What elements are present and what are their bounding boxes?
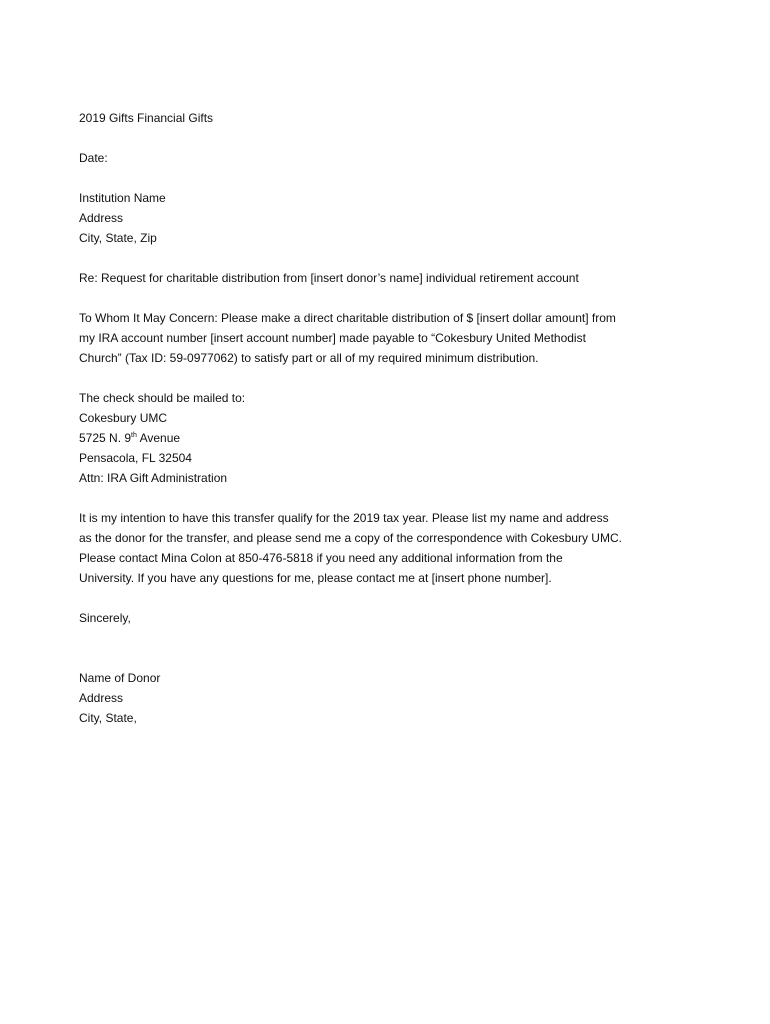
date-label: Date: xyxy=(79,151,108,165)
letter-body xyxy=(79,108,679,728)
document-title: 2019 Gifts Financial Gifts xyxy=(79,111,214,125)
mailing-address xyxy=(79,388,679,488)
street-prefix: 5725 N. 9 xyxy=(79,431,132,445)
signature-line: City, State, xyxy=(79,711,137,725)
signature-line: Address xyxy=(79,691,124,705)
paragraph-line: University. If you have any questions for me, please contact me at [insert phone number]. xyxy=(79,571,552,585)
street-ordinal: th xyxy=(131,432,137,439)
paragraph-line: as the donor for the transfer, and please send me a copy of the correspondence with Cokesbury UMC. xyxy=(79,531,622,545)
closing: Sincerely, xyxy=(79,611,131,625)
mailing-name: Cokesbury UMC xyxy=(79,411,168,425)
mailing-attn: Attn: IRA Gift Administration xyxy=(79,471,228,485)
mailing-intro: The check should be mailed to: xyxy=(79,391,246,405)
paragraph-line: It is my intention to have this transfer qualify for the 2019 tax year. Please list my name and address xyxy=(79,511,609,525)
recipient-address xyxy=(79,188,679,248)
paragraph-line: my IRA account number [insert account number] made payable to “Cokesbury United Methodist xyxy=(79,331,586,345)
recipient-line: Address xyxy=(79,211,124,225)
paragraph-line: Church” (Tax ID: 59-0977062) to satisfy part or all of my required minimum distribution. xyxy=(79,351,539,365)
paragraph-line: To Whom It May Concern: Please make a direct charitable distribution of $ [insert dollar amount] from xyxy=(79,311,616,325)
paragraph-line: Please contact Mina Colon at 850-476-5818 if you need any additional information from the xyxy=(79,551,563,565)
intention-paragraph xyxy=(79,508,679,588)
signature-line: Name of Donor xyxy=(79,671,161,685)
request-paragraph xyxy=(79,308,679,368)
recipient-line: Institution Name xyxy=(79,191,166,205)
recipient-line: City, State, Zip xyxy=(79,231,157,245)
street-suffix: Avenue xyxy=(136,431,181,445)
signature-block xyxy=(79,668,679,728)
mailing-street xyxy=(79,428,679,448)
subject-line: Re: Request for charitable distribution from [insert donor’s name] individual retirement account xyxy=(79,271,579,285)
mailing-city: Pensacola, FL 32504 xyxy=(79,451,192,465)
